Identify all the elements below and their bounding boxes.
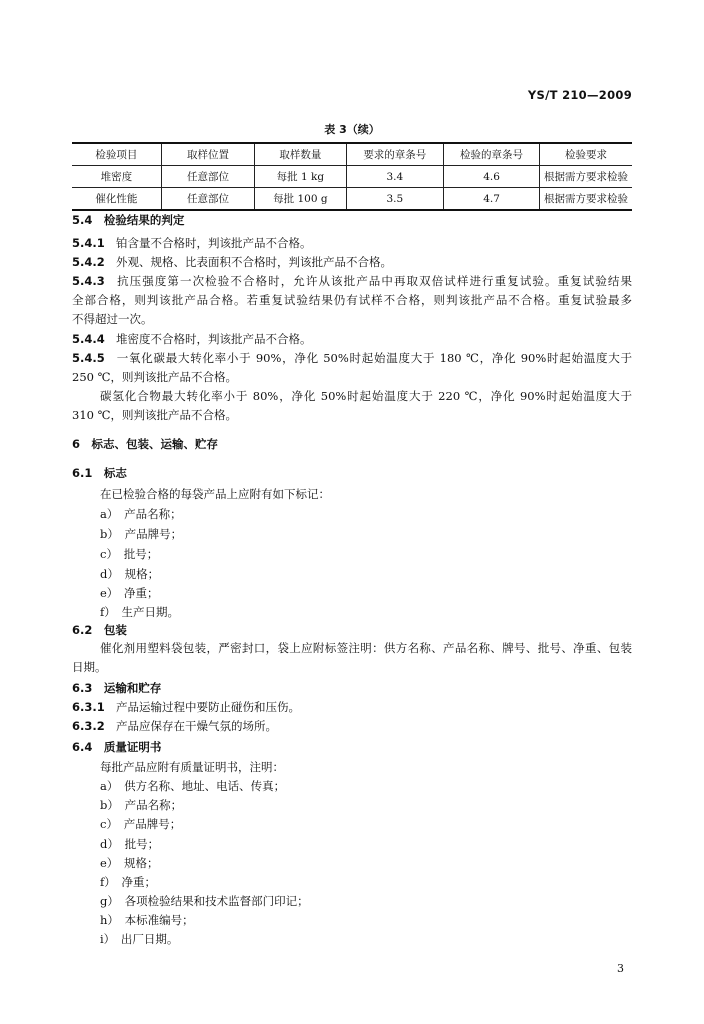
table-cell: 堆密度	[72, 166, 161, 188]
clause-5-4-3-line3: 不得超过一次。	[72, 312, 153, 326]
table-cell: 根据需方要求检验	[540, 166, 633, 188]
table-header-cell: 要求的章条号	[346, 143, 444, 166]
clause-text: 外观、规格、比表面积不合格时，判该批产品不合格。	[116, 255, 392, 269]
section-heading-6-3: 6.3 运输和贮存	[72, 681, 162, 695]
section-heading-5-4: 5.4 检验结果的判定	[72, 213, 185, 227]
section-heading-6: 6 标志、包装、运输、贮存	[72, 437, 219, 451]
clause-5-4-5-line1	[72, 350, 632, 366]
section-heading-6-2: 6.2 包装	[72, 623, 127, 637]
clause-number: 5.4.4	[72, 332, 105, 346]
clause-5-4-5-line4: 310 ℃，则判该批产品不合格。	[72, 408, 237, 422]
clause-5-4-3-line1	[72, 273, 632, 289]
table-cell: 每批 100 g	[255, 188, 346, 211]
packaging-line1: 催化剂用塑料袋包装，严密封口，袋上应附标签注明：供方名称、产品名称、牌号、批号、净重、包装	[100, 641, 632, 655]
table-header-cell: 取样数量	[255, 143, 346, 166]
clause-5-4-4	[72, 331, 312, 347]
list-item: c） 产品牌号；	[100, 817, 182, 831]
list-item: e） 规格；	[100, 856, 159, 870]
section-heading-6-1: 6.1 标志	[72, 466, 127, 480]
table-header-cell: 检验要求	[540, 143, 633, 166]
list-item: a） 供方名称、地址、电话、传真；	[100, 779, 286, 793]
table-title: 表 3（续）	[324, 123, 380, 136]
table-cell: 任意部位	[161, 188, 254, 211]
list-item: d） 规格；	[100, 567, 160, 581]
clause-number: 6.3.1	[72, 700, 105, 714]
list-item: i） 出厂日期。	[100, 932, 179, 946]
list-item: b） 产品名称；	[100, 798, 183, 812]
table-cell: 4.6	[444, 166, 540, 188]
standard-number: YS/T 210—2009	[527, 88, 632, 102]
certificate-intro: 每批产品应附有质量证明书，注明：	[100, 760, 284, 774]
table-header-cell: 检验的章条号	[444, 143, 540, 166]
clause-5-4-5-line3: 碳氢化合物最大转化率小于 80%，净化 50%时起始温度大于 220 ℃，净化 90%时起始温度大于	[100, 389, 632, 403]
table-cell: 每批 1 kg	[255, 166, 346, 188]
clause-number: 5.4.5	[72, 351, 105, 365]
clause-6-3-1	[72, 699, 300, 715]
clause-number: 6.3.2	[72, 719, 105, 733]
clause-text: 堆密度不合格时，判该批产品不合格。	[116, 332, 312, 346]
clause-text: 铂含量不合格时，判该批产品不合格。	[116, 236, 312, 250]
packaging-line2: 日期。	[72, 660, 107, 674]
clause-text: 产品运输过程中要防止碰伤和压伤。	[116, 700, 300, 714]
table-cell: 任意部位	[161, 166, 254, 188]
clause-number: 5.4.3	[72, 274, 105, 288]
clause-5-4-2	[72, 254, 392, 270]
table-row	[72, 166, 632, 188]
list-item: h） 本标准编号；	[100, 913, 194, 927]
table-cell: 4.7	[444, 188, 540, 211]
clause-text: 产品应保存在干燥气氛的场所。	[116, 719, 277, 733]
list-item: c） 批号；	[100, 547, 159, 561]
table-cell: 催化性能	[72, 188, 161, 211]
page-number: 3	[617, 962, 624, 975]
clause-5-4-1	[72, 235, 312, 251]
list-item: f） 生产日期。	[100, 605, 180, 619]
clause-number: 5.4.1	[72, 236, 105, 250]
clause-6-3-2	[72, 718, 277, 734]
list-item: g） 各项检验结果和技术监督部门印记；	[100, 894, 309, 908]
clause-text: 抗压强度第一次检验不合格时，允许从该批产品中再取双倍试样进行重复试验。重复试验结果	[116, 274, 632, 288]
list-item: d） 批号；	[100, 837, 160, 851]
marking-intro: 在已检验合格的每袋产品上应附有如下标记：	[100, 487, 330, 501]
table-header-cell: 检验项目	[72, 143, 161, 166]
section-heading-6-4: 6.4 质量证明书	[72, 740, 162, 754]
list-item: b） 产品牌号；	[100, 527, 183, 541]
clause-5-4-5-line2: 250 ℃，则判该批产品不合格。	[72, 370, 237, 384]
table-header-cell: 取样位置	[161, 143, 254, 166]
clause-5-4-3-line2: 全部合格，则判该批产品合格。若重复试验结果仍有试样不合格，则判该批产品不合格。重复试验最多	[72, 293, 632, 307]
clause-number: 5.4.2	[72, 255, 105, 269]
list-item: f） 净重；	[100, 875, 157, 889]
list-item: a） 产品名称；	[100, 507, 182, 521]
table-header-row	[72, 143, 632, 166]
list-item: e） 净重；	[100, 586, 159, 600]
table-cell: 3.4	[346, 166, 444, 188]
clause-text: 一氧化碳最大转化率小于 90%，净化 50%时起始温度大于 180 ℃，净化 90%时起始温度大于	[116, 351, 632, 365]
table-cell: 根据需方要求检验	[540, 188, 633, 211]
table-cell: 3.5	[346, 188, 444, 211]
inspection-table	[72, 142, 632, 211]
table-row	[72, 188, 632, 211]
